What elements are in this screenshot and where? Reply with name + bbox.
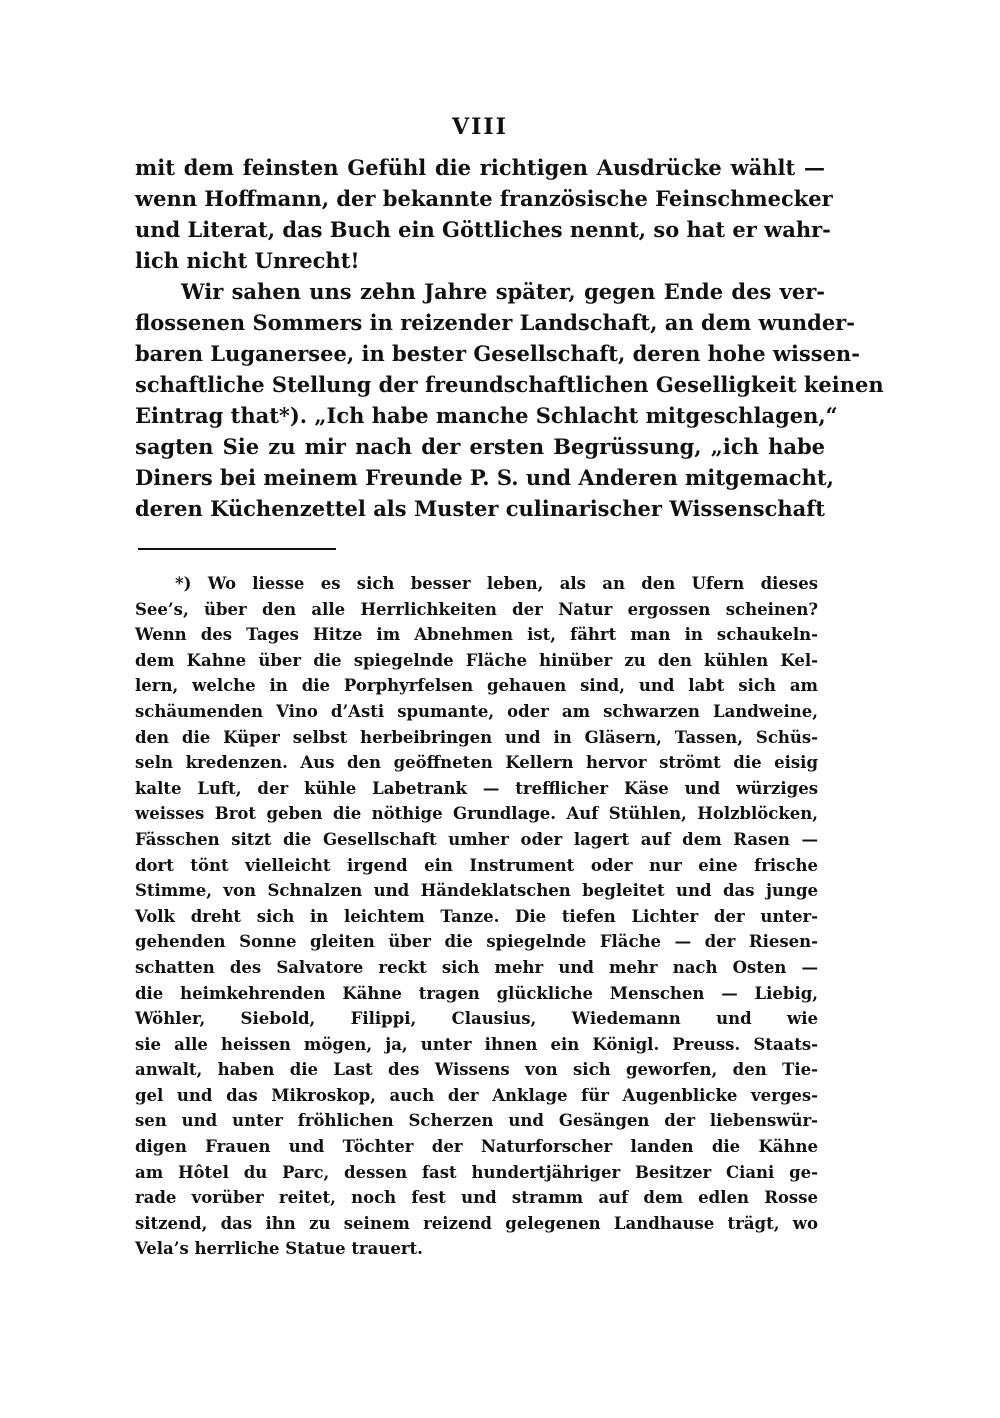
footnote-line: gehenden Sonne gleiten über die spiegelnde Fläche — der Riesen- (135, 932, 818, 952)
text-line: schaftliche Stellung der freundschaftlichen Geselligkeit keinen (135, 372, 884, 397)
footnote-line: am Hôtel du Parc, dessen fast hundertjähriger Besitzer Ciani ge- (135, 1162, 818, 1182)
footnote-line: kalte Luft, der kühle Labetrank — trefflicher Käse und würziges (135, 778, 818, 798)
footnote-line: Volk dreht sich in leichtem Tanze. Die tiefen Lichter der unter- (135, 906, 818, 926)
footnote-line: digen Frauen und Töchter der Naturforscher landen die Kähne (135, 1137, 818, 1157)
text-line: Wir sahen uns zehn Jahre später, gegen Ende des ver- (181, 279, 825, 304)
footnote-line: dem Kahne über die spiegelnde Fläche hinüber zu den kühlen Kel- (135, 650, 818, 670)
footnote-line: See’s, über den alle Herrlichkeiten der Natur ergossen scheinen? (135, 599, 818, 619)
footnote-divider (138, 548, 336, 550)
footnote-line: schäumenden Vino d’Asti spumante, oder am schwarzen Landweine, (135, 701, 818, 721)
footnote-line: sie alle heissen mögen, ja, unter ihnen ein Königl. Preuss. Staats- (135, 1034, 818, 1054)
footnote-line: rade vorüber reitet, noch fest und stramm auf dem edlen Rosse (135, 1188, 818, 1208)
footnote-line: sen und unter fröhlichen Scherzen und Gesängen der liebenswür- (135, 1111, 818, 1131)
text-line: Eintrag that*). „Ich habe manche Schlacht mitgeschlagen,“ (135, 403, 838, 428)
text-line: deren Küchenzettel als Muster culinarischer Wissenschaft (135, 496, 825, 521)
footnote-line: Vela’s herrliche Statue trauert. (135, 1239, 423, 1259)
footnote-line: die heimkehrenden Kähne tragen glückliche Menschen — Liebig, (135, 983, 818, 1003)
footnote-line: *) Wo liesse es sich besser leben, als an den Ufern dieses (175, 574, 818, 593)
footnote-line: lern, welche in die Porphyrfelsen gehauen sind, und labt sich am (135, 676, 818, 696)
text-line: Diners bei meinem Freunde P. S. und Anderen mitgemacht, (135, 465, 834, 490)
footnote-line: Stimme, von Schnalzen und Händeklatschen begleitet und das junge (135, 881, 818, 901)
text-line: baren Luganersee, in bester Gesellschaft, deren hohe wissen- (135, 341, 860, 366)
footnote-line: weisses Brot geben die nöthige Grundlage. Auf Stühlen, Holzblöcken, (135, 804, 818, 824)
footnote-line: Wöhler, Siebold, Filippi, Clausius, Wiedemann und wie (135, 1009, 818, 1029)
footnote-line: sitzend, das ihn zu seinem reizend gelegenen Landhause trägt, wo (135, 1213, 818, 1233)
main-text (135, 152, 884, 524)
page-number: VIII (452, 114, 508, 140)
text-line: sagten Sie zu mir nach der ersten Begrüssung, „ich habe (135, 434, 825, 459)
text-line: lich nicht Unrecht! (135, 248, 360, 273)
footnote-line: schatten des Salvatore reckt sich mehr und mehr nach Osten — (135, 957, 818, 977)
text-line: wenn Hoffmann, der bekannte französische Feinschmecker (135, 186, 833, 211)
footnote (135, 571, 818, 1262)
footnote-line: gel und das Mikroskop, auch der Anklage für Augenblicke verges- (135, 1085, 818, 1105)
text-line: und Literat, das Buch ein Göttliches nennt, so hat er wahr- (135, 217, 831, 242)
footnote-line: seln kredenzen. Aus den geöffneten Kellern hervor strömt die eisig (135, 753, 818, 773)
footnote-line: Fässchen sitzt die Gesellschaft umher oder lagert auf dem Rasen — (135, 829, 818, 849)
footnote-line: dort tönt vielleicht irgend ein Instrument oder nur eine frische (135, 855, 818, 875)
footnote-line: den die Küper selbst herbeibringen und in Gläsern, Tassen, Schüs- (135, 727, 818, 747)
text-line: flossenen Sommers in reizender Landschaft, an dem wunder- (135, 310, 855, 335)
text-line: mit dem feinsten Gefühl die richtigen Ausdrücke wählt — (135, 155, 825, 180)
footnote-line: anwalt, haben die Last des Wissens von sich geworfen, den Tie- (135, 1060, 818, 1080)
footnote-line: Wenn des Tages Hitze im Abnehmen ist, fährt man in schaukeln- (135, 625, 818, 645)
